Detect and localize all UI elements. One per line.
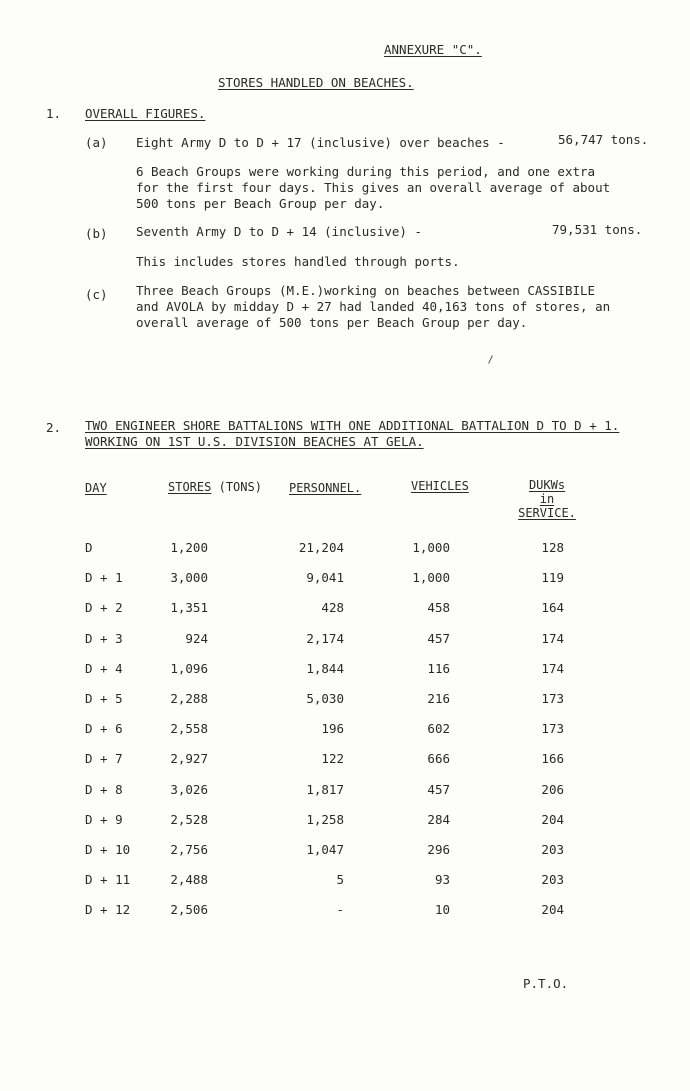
cell-day: D + 4 [85,660,123,676]
cell-vehicles: 1,000 [412,540,450,555]
cell-day: D + 12 [85,902,131,918]
cell-dukws: 173 [541,691,564,706]
cell-vehicles: 296 [427,842,450,857]
cell-dukws: 128 [541,540,564,555]
cell-personnel: 2,174 [306,630,344,646]
cell-stores: 1,351 [170,600,208,616]
cell-day: D [85,540,93,555]
header-stores-label: STORES [168,480,212,494]
cell-dukws: 204 [541,811,564,827]
cell-vehicles: 602 [427,721,450,737]
cell-personnel: 1,047 [306,842,344,857]
page-title: STORES HANDLED ON BEACHES. [218,75,414,90]
cell-day: D + 11 [85,872,131,888]
header-dukws-line1: DUKWs [528,478,566,492]
section2-heading-line1: TWO ENGINEER SHORE BATTALIONS WITH ONE ADDITIONAL BATTALION D TO D + 1. [85,418,620,433]
cell-personnel: 122 [321,751,344,767]
cell-personnel: 5,030 [306,691,344,706]
header-stores [168,480,262,494]
cell-stores: 2,488 [170,872,208,888]
cell-day: D + 8 [85,781,123,797]
section2-number: 2. [46,420,62,435]
cell-day: D + 5 [85,691,123,706]
cell-dukws: 174 [541,630,564,646]
item-b-value: 79,531 tons. [552,222,643,237]
cell-day: D + 9 [85,811,123,827]
cell-dukws: 166 [541,751,564,767]
cell-vehicles: 457 [427,630,450,646]
cell-stores: 2,927 [170,751,208,767]
cell-stores: 3,026 [170,781,208,797]
cell-day: D + 7 [85,751,123,767]
cell-personnel: 428 [321,600,344,616]
cell-personnel: - [336,902,344,918]
cell-vehicles: 458 [427,600,450,616]
item-b-label: (b) [85,226,108,241]
cell-day: D + 2 [85,600,123,616]
header-vehicles: VEHICLES [411,479,469,493]
cell-day: D + 6 [85,721,123,737]
cell-personnel: 196 [321,721,344,737]
cell-dukws: 173 [541,721,564,737]
header-dukws [514,478,580,520]
cell-stores: 3,000 [170,570,208,586]
pto-footer: P.T.O. [523,976,569,991]
cell-vehicles: 10 [434,902,450,918]
item-a-label: (a) [85,135,108,150]
cell-stores: 2,756 [170,842,208,857]
cell-personnel: 21,204 [298,540,344,555]
header-day: DAY [85,481,107,495]
section1-number: 1. [46,106,62,121]
stray-pen-mark [488,355,493,364]
cell-personnel: 1,258 [306,811,344,827]
header-dukws-line2: in [539,492,555,506]
cell-dukws: 203 [541,842,564,857]
cell-vehicles: 93 [434,872,450,888]
header-dukws-line3: SERVICE. [518,506,576,520]
cell-vehicles: 1,000 [412,570,450,586]
annexure-label: ANNEXURE "C". [384,42,482,57]
cell-dukws: 119 [541,570,564,586]
cell-vehicles: 457 [427,781,450,797]
cell-dukws: 174 [541,660,564,676]
item-a-text: Eight Army D to D + 17 (inclusive) over beaches - [136,135,505,150]
item-a-note: 6 Beach Groups were working during this period, and one extra for the first four days. This gives an overall average of about 500 tons per Beach Group per day. [136,164,611,211]
cell-stores: 2,528 [170,811,208,827]
cell-dukws: 206 [541,781,564,797]
cell-day: D + 3 [85,630,123,646]
header-personnel: PERSONNEL. [289,481,362,495]
cell-stores: 2,288 [170,691,208,706]
cell-stores: 1,096 [170,660,208,676]
item-c-label: (c) [85,287,108,302]
cell-personnel: 1,817 [306,781,344,797]
item-c-text: Three Beach Groups (M.E.)working on beaches between CASSIBILE and AVOLA by midday D + 27 had landed 40,163 tons of stores, an overall average of 500 tons per Beach Group per day. [136,283,611,330]
section1-heading: OVERALL FIGURES. [85,106,206,121]
cell-stores: 924 [185,630,208,646]
cell-vehicles: 284 [427,811,450,827]
cell-day: D + 1 [85,570,123,586]
item-b-note: This includes stores handled through ports. [136,254,460,269]
cell-personnel: 9,041 [306,570,344,586]
cell-personnel: 1,844 [306,660,344,676]
cell-stores: 2,558 [170,721,208,737]
cell-dukws: 204 [541,902,564,918]
cell-stores: 1,200 [170,540,208,555]
cell-dukws: 164 [541,600,564,616]
item-a-value: 56,747 tons. [558,132,649,147]
cell-dukws: 203 [541,872,564,888]
cell-vehicles: 116 [427,660,450,676]
cell-personnel: 5 [336,872,344,888]
cell-day: D + 10 [85,842,131,857]
cell-stores: 2,506 [170,902,208,918]
section2-heading-line2: WORKING ON 1ST U.S. DIVISION BEACHES AT GELA. [85,434,424,449]
item-b-text: Seventh Army D to D + 14 (inclusive) - [136,224,422,239]
header-stores-unit: (TONS) [218,480,262,494]
cell-vehicles: 666 [427,751,450,767]
cell-vehicles: 216 [427,691,450,706]
